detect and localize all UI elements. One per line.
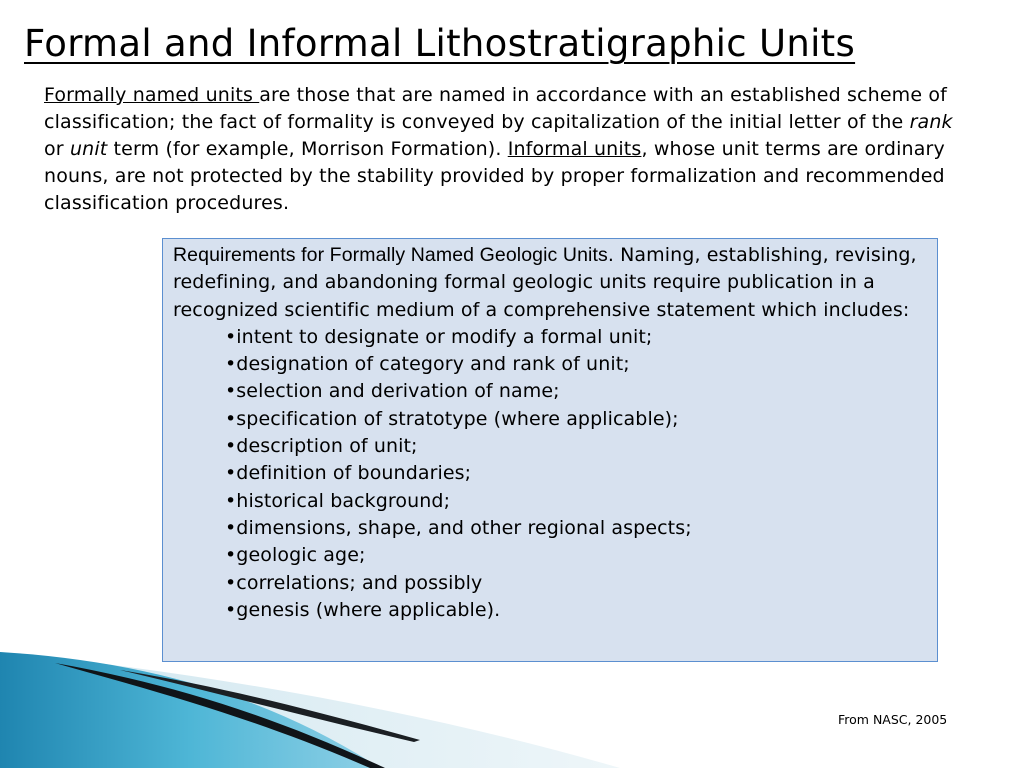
requirements-body: . Naming, establishing, revising, redefining, and abandoning formal geologic units require publication in a recognized scientific medium of a comprehensive statement which includes: xyxy=(173,244,917,321)
formally-named-units-term: Formally named units xyxy=(44,84,260,106)
requirements-intro xyxy=(173,242,927,324)
list-item: •description of unit; xyxy=(225,435,418,458)
intro-or: or xyxy=(44,138,70,160)
rank-term: rank xyxy=(909,111,953,133)
list-item: •dimensions, shape, and other regional aspects; xyxy=(225,516,692,539)
source-citation: From NASC, 2005 xyxy=(838,712,948,727)
list-item: •geologic age; xyxy=(225,544,366,567)
informal-units-term: Informal units xyxy=(507,138,642,160)
list-item: •specification of stratotype (where applicable); xyxy=(225,407,679,430)
list-item: •genesis (where applicable). xyxy=(225,598,501,621)
requirements-box xyxy=(162,238,938,662)
list-item: •selection and derivation of name; xyxy=(225,380,560,403)
list-item: •designation of category and rank of unit; xyxy=(225,353,630,376)
intro-paragraph xyxy=(44,82,964,217)
list-item: •definition of boundaries; xyxy=(225,462,472,485)
list-item: •intent to designate or modify a formal unit; xyxy=(225,325,653,348)
list-item: •historical background; xyxy=(225,489,451,512)
intro-text-2: term (for example, Morrison Formation). xyxy=(107,138,508,160)
requirements-heading: Requirements for Formally Named Geologic Units xyxy=(173,244,608,266)
requirements-list xyxy=(173,324,927,624)
list-item: •correlations; and possibly xyxy=(225,571,483,594)
unit-term: unit xyxy=(69,138,108,160)
intro-text-3: , whose unit terms are ordinary nouns, are not protected by the stability provided by proper formalization and recommended classification procedures. xyxy=(44,138,945,214)
slide-title: Formal and Informal Lithostratigraphic Units xyxy=(24,22,856,65)
intro-text-1: are those that are named in accordance with an established scheme of classification; the fact of formality is conveyed by capitalization of the initial letter of the xyxy=(44,84,947,133)
